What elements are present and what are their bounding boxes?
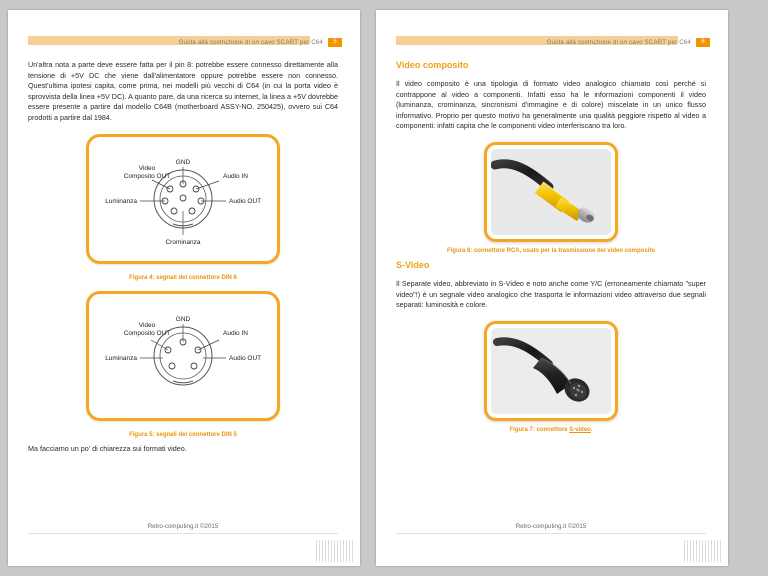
paragraph-video-composito: Il video composito è una tipologia di formato video analogico chiamato così perché si contrappone al video a componenti. Infatti esso ha le informazioni componenti il video (luminanza, crominanza, sincronismi d'immagine e di colore) miscelate in un unico flusso informativo. Proprio per questo motivo ha generalmente una qualità peggiore rispetto al video a componenti: infatti capita che le componenti video interferiscano tra loro. <box>396 79 706 131</box>
svg-text:Luminanza: Luminanza <box>105 197 137 205</box>
figure-din8-caption: Figura 4: segnali del connettore DIN 8 <box>129 274 237 281</box>
page-number-right: 6 <box>696 38 710 47</box>
page-right <box>376 10 728 566</box>
page-header-right <box>396 36 710 49</box>
heading-video-composito: Video composito <box>396 60 469 70</box>
svg-text:Composito OUT: Composito OUT <box>123 172 171 180</box>
page-left <box>8 10 360 566</box>
svg-text:Audio OUT: Audio OUT <box>229 197 262 205</box>
svg-text:Video: Video <box>138 164 156 172</box>
page-right-body <box>396 60 706 439</box>
rca-connector-photo <box>491 149 611 235</box>
din8-diagram <box>95 143 271 255</box>
figure-rca-frame <box>484 142 618 242</box>
page-footer-left: Retro-computing.it ©2015 <box>147 523 219 530</box>
page-edge-stack-left <box>314 540 354 562</box>
figure-svideo <box>396 321 706 433</box>
footer-rule-right <box>396 533 706 534</box>
heading-s-video: S-Video <box>396 259 430 270</box>
figure-rca <box>396 142 706 254</box>
header-title: Guida alla costruzione di un cavo SCART per C64 <box>546 39 691 46</box>
page-number-left: 5 <box>328 38 342 47</box>
svg-text:Crominanza: Crominanza <box>165 238 201 246</box>
page-header-left <box>28 36 342 49</box>
svg-text:GND: GND <box>175 315 191 323</box>
figure-svideo-caption <box>396 427 706 433</box>
page-left-body <box>28 60 338 463</box>
figure-din8 <box>28 134 338 281</box>
header-title: Guida alla costruzione di un cavo SCART per C64 <box>178 39 323 46</box>
din5-diagram <box>95 300 271 412</box>
svg-text:Video: Video <box>138 321 156 329</box>
svg-text:Luminanza: Luminanza <box>105 354 137 362</box>
paragraph-s-video: Il Separate video, abbreviato in S-Video e noto anche come Y/C (erroneamente chiamato "super video"!) è un segnale video analogico che trasporta le informazioni video attraverso due segnali separati: luminosità e colore. <box>396 278 706 310</box>
figure-din5-caption: Figura 5: segnali del connettore DIN 5 <box>129 431 237 438</box>
figure-din5-frame <box>86 291 280 421</box>
page-edge-stack-right <box>682 540 722 562</box>
figure-svideo-caption-prefix: Figura 7: connettore <box>509 426 570 433</box>
figure-svideo-caption-suffix: . <box>590 426 593 433</box>
figure-svideo-frame <box>484 321 618 421</box>
svg-text:Audio OUT: Audio OUT <box>229 354 262 362</box>
figure-din5 <box>28 291 338 438</box>
figure-rca-caption: Figura 6: connettore RCA, usato per la trasmissione del video composito <box>446 247 656 254</box>
footer-rule-left <box>28 533 338 534</box>
svg-text:GND: GND <box>175 158 191 166</box>
paragraph-closing: Ma facciamo un po' di chiarezza sui formati video. <box>28 443 187 453</box>
svideo-connector-photo <box>491 328 611 414</box>
page-footer-right: Retro-computing.it ©2015 <box>515 523 587 530</box>
svg-text:Audio IN: Audio IN <box>223 172 248 180</box>
figure-din8-frame <box>86 134 280 264</box>
svg-text:Audio IN: Audio IN <box>223 329 248 337</box>
paragraph-pin8: Un'altra nota a parte deve essere fatta per il pin 8: potrebbe essere connesso direttamente alla tensione di +5V DC che viene dall'alimentatore oppure potrebbe essere non connesso. Quest'ultima ipotesi capita, come prima, nei modelli più vecchi di C64 (in cui la porta video è sprovvista della linea +5V DC). A quanto pare, da una ricerca su internet, la linea a +5V dovrebbe essere presente a partire dal modello C64B (motherboard ASSY-NO. 250425), ovvero sui C64 prodotti a partire dal 1984. <box>28 60 338 122</box>
svg-text:Composito OUT: Composito OUT <box>123 329 171 337</box>
figure-svideo-caption-link[interactable]: S-video <box>569 426 591 433</box>
